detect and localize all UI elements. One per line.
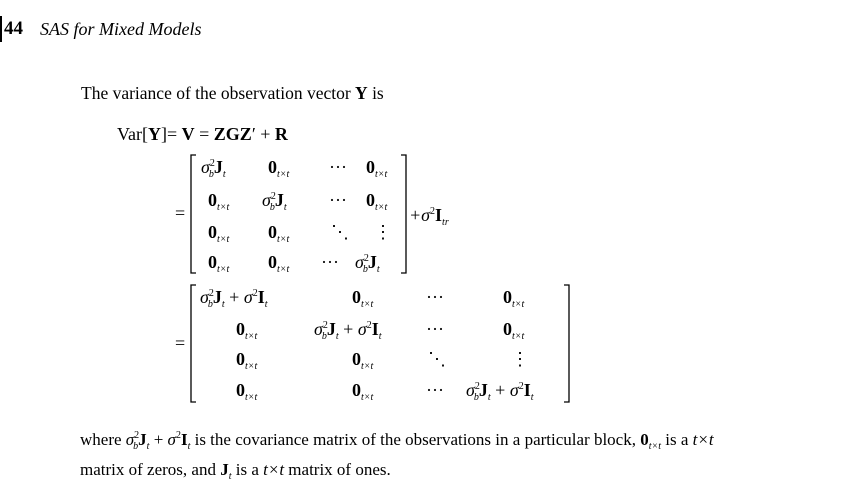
matrix-r: R: [274, 124, 288, 144]
cell-sigma-j-plus-i: $\sigma^2_bJ_t + \sigma^2I_t$: [314, 319, 382, 342]
cell-dots-v: ⋮: [374, 222, 392, 242]
cell-zero: $0_{t\times t}$: [366, 190, 388, 213]
cell-dots-d: ⋱: [428, 349, 446, 369]
cell-sigma-j: $\sigma^2_bJ_t$: [201, 157, 226, 180]
vector-y: Y: [147, 124, 161, 144]
cell-zero: $0_{t\times t}$: [503, 287, 525, 310]
cell-sigma-j-plus-i: $\sigma^2_bJ_t + \sigma^2I_t$: [466, 380, 534, 403]
equals-sign: =: [175, 203, 186, 223]
cell-dots-h: ···: [426, 287, 444, 307]
cell-zero: $0_{t\times t}$: [208, 252, 230, 275]
explanation-paragraph: where $\sigma^2_bJ_t + \sigma^2I_t$ is the covariance matrix of the observations in a particular block, $0_{t\times t}$ is a t×t matrix of zeros, and $J_t$ is a t×t matrix of ones.: [80, 430, 714, 482]
equals-sign: =: [175, 333, 186, 353]
footer-text: is a: [661, 430, 693, 449]
cell-zero: $0_{t\times t}$: [236, 319, 258, 342]
footer-text: matrix of zeros, and: [80, 460, 221, 479]
intro-vector-y: Y: [355, 83, 368, 103]
cell-dots-h: ···: [329, 190, 347, 210]
cell-zero: $0_{t\times t}$: [352, 287, 374, 310]
cell-dots-v: ⋮: [511, 349, 529, 369]
book-title: SAS for Mixed Models: [40, 19, 202, 39]
footer-text: where: [80, 430, 126, 449]
plus-sign: +: [255, 124, 275, 144]
cell-dots-h: ···: [321, 252, 339, 272]
cell-zero: $0_{t\times t}$: [503, 319, 525, 342]
cell-zero: $0_{t\times t}$: [236, 380, 258, 403]
page-number: 44: [4, 18, 23, 39]
cell-dots-h: ···: [329, 157, 347, 177]
plus-sigma-i: $+\sigma^2I_{tr}$: [409, 205, 449, 228]
variance-equation: [117, 124, 288, 145]
intro-text: The variance of the observation vector: [81, 83, 356, 103]
equals-sign: ]=: [160, 124, 178, 144]
cell-zero: $0_{t\times t}$: [268, 157, 290, 180]
var-label: Var[: [117, 124, 148, 144]
cell-zero: $0_{t\times t}$: [268, 222, 290, 245]
cell-zero: $0_{t\times t}$: [366, 157, 388, 180]
cell-dots-d: ⋱: [331, 222, 349, 242]
cell-zero: $0_{t\times t}$: [352, 349, 374, 372]
cell-dots-h: ···: [426, 319, 444, 339]
cell-zero: $0_{t\times t}$: [268, 252, 290, 275]
footer-text: is a: [231, 460, 264, 479]
matrix-v: V: [181, 124, 195, 144]
intro-text-end: is: [367, 83, 384, 103]
equals-sign: =: [194, 124, 214, 144]
matrix-zgz: ZGZ: [213, 124, 252, 144]
cell-zero: $0_{t\times t}$: [208, 222, 230, 245]
cell-sigma-j: $\sigma^2_bJ_t$: [262, 190, 287, 213]
cell-zero: $0_{t\times t}$: [352, 380, 374, 403]
cell-sigma-j: $\sigma^2_bJ_t$: [355, 252, 380, 275]
cell-zero: $0_{t\times t}$: [236, 349, 258, 372]
footer-text: matrix of ones.: [284, 460, 391, 479]
cell-sigma-j-plus-i: $\sigma^2_bJ_t + \sigma^2I_t$: [200, 287, 268, 310]
cell-zero: $0_{t\times t}$: [208, 190, 230, 213]
cell-dots-h: ···: [426, 380, 444, 400]
prime-mark: ′: [251, 124, 256, 144]
footer-text: is the covariance matrix of the observations in a particular block,: [190, 430, 641, 449]
